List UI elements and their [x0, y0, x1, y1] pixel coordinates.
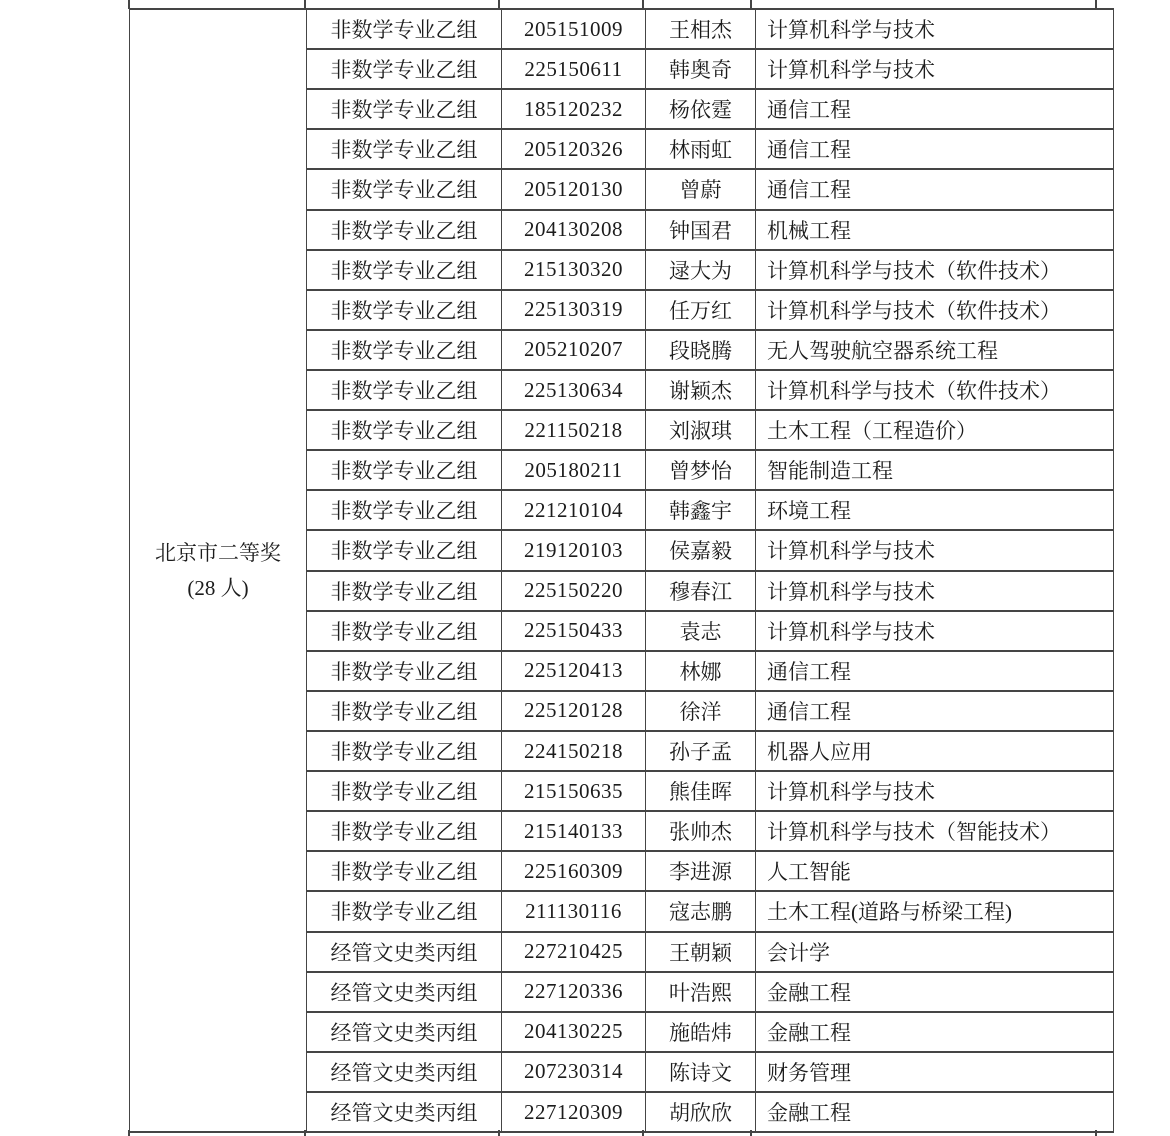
student-id-cell: 225150611 [502, 49, 646, 89]
major-cell: 智能制造工程 [756, 450, 1114, 490]
student-name-cell: 袁志 [646, 611, 756, 651]
student-name-cell: 段晓腾 [646, 330, 756, 370]
group-cell: 非数学专业乙组 [307, 49, 502, 89]
group-cell: 非数学专业乙组 [307, 490, 502, 530]
student-name-cell: 寇志鹏 [646, 891, 756, 931]
group-cell: 非数学专业乙组 [307, 691, 502, 731]
group-cell: 非数学专业乙组 [307, 731, 502, 771]
major-cell: 通信工程 [756, 169, 1114, 209]
student-id-cell: 227120336 [502, 972, 646, 1012]
group-cell: 经管文史类丙组 [307, 972, 502, 1012]
group-cell: 非数学专业乙组 [307, 571, 502, 611]
major-cell: 财务管理 [756, 1052, 1114, 1092]
major-cell: 计算机科学与技术 [756, 611, 1114, 651]
group-cell: 非数学专业乙组 [307, 530, 502, 570]
group-cell: 非数学专业乙组 [307, 891, 502, 931]
student-name-cell: 曾蔚 [646, 169, 756, 209]
major-cell: 计算机科学与技术 [756, 530, 1114, 570]
major-cell: 计算机科学与技术 [756, 771, 1114, 811]
student-id-cell: 225130319 [502, 290, 646, 330]
major-cell: 人工智能 [756, 851, 1114, 891]
student-name-cell: 叶浩熙 [646, 972, 756, 1012]
student-name-cell: 谢颖杰 [646, 370, 756, 410]
major-cell: 无人驾驶航空器系统工程 [756, 330, 1114, 370]
group-cell: 非数学专业乙组 [307, 611, 502, 651]
student-name-cell: 林雨虹 [646, 129, 756, 169]
major-cell: 金融工程 [756, 972, 1114, 1012]
major-cell: 会计学 [756, 932, 1114, 972]
major-cell: 金融工程 [756, 1012, 1114, 1052]
major-cell: 机器人应用 [756, 731, 1114, 771]
awards-table-body [130, 9, 1114, 1132]
student-name-cell: 熊佳晖 [646, 771, 756, 811]
student-id-cell: 215150635 [502, 771, 646, 811]
group-cell: 非数学专业乙组 [307, 9, 502, 49]
major-cell: 通信工程 [756, 651, 1114, 691]
group-cell: 非数学专业乙组 [307, 89, 502, 129]
group-cell: 经管文史类丙组 [307, 1052, 502, 1092]
student-id-cell: 225120128 [502, 691, 646, 731]
major-cell: 土木工程(道路与桥梁工程) [756, 891, 1114, 931]
student-id-cell: 221150218 [502, 410, 646, 450]
student-id-cell: 225160309 [502, 851, 646, 891]
student-id-cell: 207230314 [502, 1052, 646, 1092]
group-cell: 非数学专业乙组 [307, 851, 502, 891]
student-name-cell: 王相杰 [646, 9, 756, 49]
group-cell: 非数学专业乙组 [307, 771, 502, 811]
group-cell: 经管文史类丙组 [307, 1012, 502, 1052]
student-name-cell: 曾梦怡 [646, 450, 756, 490]
major-cell: 计算机科学与技术 [756, 571, 1114, 611]
student-name-cell: 徐洋 [646, 691, 756, 731]
group-cell: 经管文史类丙组 [307, 932, 502, 972]
student-name-cell: 韩奥奇 [646, 49, 756, 89]
group-cell: 非数学专业乙组 [307, 129, 502, 169]
student-name-cell: 施皓炜 [646, 1012, 756, 1052]
major-cell: 通信工程 [756, 691, 1114, 731]
student-name-cell: 侯嘉毅 [646, 530, 756, 570]
award-count: (28 人) [187, 575, 249, 600]
student-name-cell: 刘淑琪 [646, 410, 756, 450]
student-name-cell: 任万红 [646, 290, 756, 330]
student-name-cell: 穆春江 [646, 571, 756, 611]
student-name-cell: 张帅杰 [646, 811, 756, 851]
major-cell: 计算机科学与技术（智能技术） [756, 811, 1114, 851]
awards-table [129, 8, 1114, 1133]
major-cell: 计算机科学与技术 [756, 9, 1114, 49]
student-id-cell: 225150220 [502, 571, 646, 611]
student-id-cell: 227210425 [502, 932, 646, 972]
group-cell: 非数学专业乙组 [307, 330, 502, 370]
table-row [130, 9, 1114, 49]
student-name-cell: 林娜 [646, 651, 756, 691]
major-cell: 计算机科学与技术（软件技术） [756, 290, 1114, 330]
major-cell: 土木工程（工程造价） [756, 410, 1114, 450]
student-id-cell: 215140133 [502, 811, 646, 851]
student-name-cell: 李进源 [646, 851, 756, 891]
group-cell: 非数学专业乙组 [307, 410, 502, 450]
major-cell: 机械工程 [756, 210, 1114, 250]
student-name-cell: 韩鑫宇 [646, 490, 756, 530]
student-name-cell: 逯大为 [646, 250, 756, 290]
student-id-cell: 204130208 [502, 210, 646, 250]
student-id-cell: 205210207 [502, 330, 646, 370]
student-name-cell: 孙子孟 [646, 731, 756, 771]
group-cell: 非数学专业乙组 [307, 250, 502, 290]
group-cell: 非数学专业乙组 [307, 169, 502, 209]
student-id-cell: 225130634 [502, 370, 646, 410]
student-name-cell: 钟国君 [646, 210, 756, 250]
student-id-cell: 219120103 [502, 530, 646, 570]
student-id-cell: 185120232 [502, 89, 646, 129]
student-id-cell: 205120130 [502, 169, 646, 209]
student-id-cell: 204130225 [502, 1012, 646, 1052]
student-id-cell: 205120326 [502, 129, 646, 169]
student-id-cell: 225150433 [502, 611, 646, 651]
student-id-cell: 205151009 [502, 9, 646, 49]
award-category-cell [130, 9, 307, 1132]
group-cell: 非数学专业乙组 [307, 290, 502, 330]
group-cell: 非数学专业乙组 [307, 370, 502, 410]
student-id-cell: 225120413 [502, 651, 646, 691]
major-cell: 金融工程 [756, 1092, 1114, 1132]
group-cell: 非数学专业乙组 [307, 651, 502, 691]
student-name-cell: 王朝颖 [646, 932, 756, 972]
major-cell: 通信工程 [756, 129, 1114, 169]
group-cell: 非数学专业乙组 [307, 811, 502, 851]
student-id-cell: 211130116 [502, 891, 646, 931]
student-name-cell: 杨依霆 [646, 89, 756, 129]
award-title: 北京市二等奖 [155, 540, 281, 565]
student-id-cell: 224150218 [502, 731, 646, 771]
student-id-cell: 221210104 [502, 490, 646, 530]
major-cell: 计算机科学与技术（软件技术） [756, 250, 1114, 290]
group-cell: 非数学专业乙组 [307, 450, 502, 490]
major-cell: 环境工程 [756, 490, 1114, 530]
student-id-cell: 215130320 [502, 250, 646, 290]
group-cell: 经管文史类丙组 [307, 1092, 502, 1132]
group-cell: 非数学专业乙组 [307, 210, 502, 250]
student-name-cell: 胡欣欣 [646, 1092, 756, 1132]
major-cell: 计算机科学与技术（软件技术） [756, 370, 1114, 410]
student-id-cell: 205180211 [502, 450, 646, 490]
student-id-cell: 227120309 [502, 1092, 646, 1132]
major-cell: 通信工程 [756, 89, 1114, 129]
student-name-cell: 陈诗文 [646, 1052, 756, 1092]
major-cell: 计算机科学与技术 [756, 49, 1114, 89]
